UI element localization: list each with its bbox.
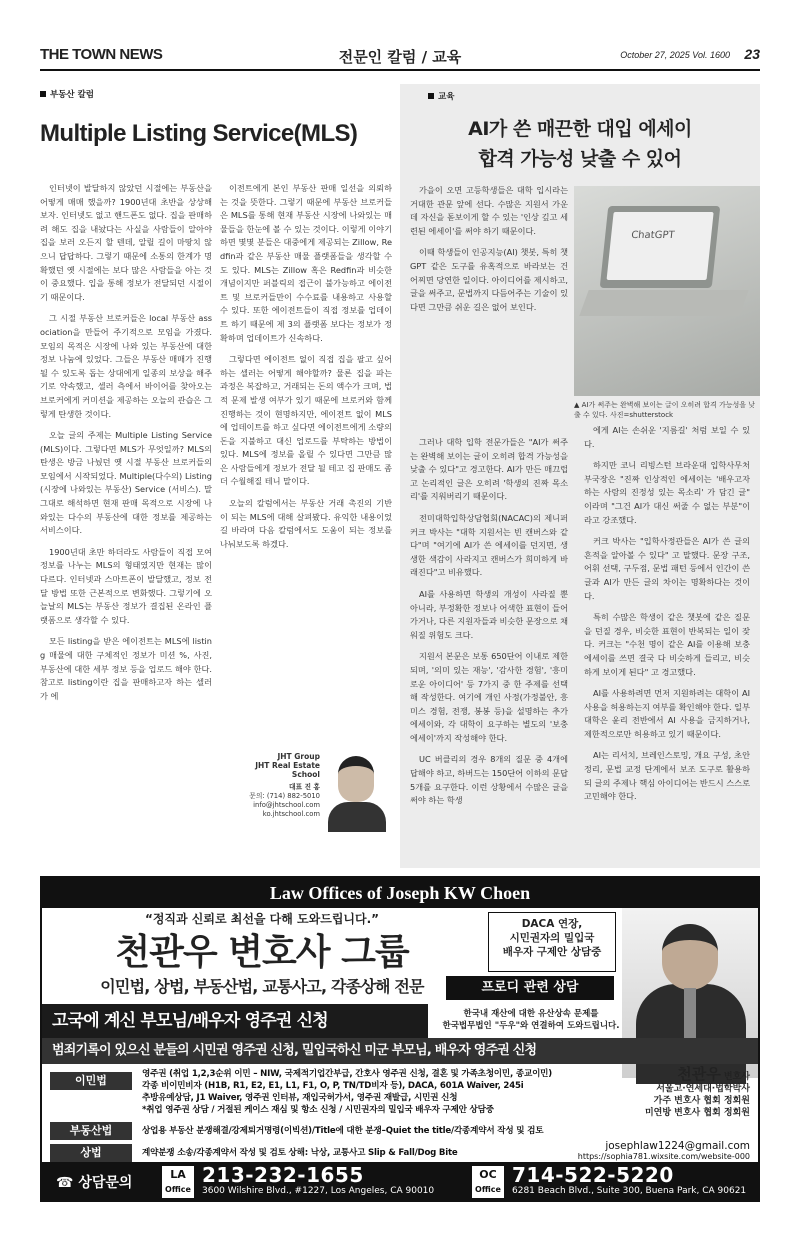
service-line: 각종 비이민비자 (H1B, R1, E2, E1, L1, F1, O, P, TN/TD비자 등), DACA, 601A Waiver, 245i [142, 1081, 524, 1091]
office-word: Office [165, 1185, 191, 1194]
ad-practice-areas: 이민법, 상법, 부동산법, 교통사고, 각종상해 전문 [100, 977, 424, 996]
author-web: ko.jhtschool.com [262, 810, 320, 818]
paragraph: 특히 수많은 학생이 같은 챗봇에 같은 질문을 던질 경우, 비슷한 표현이 반복되는 일이 잦다. 커크는 "수천 명이 같은 AI를 이용해 보충 에세이를 쓰면 결국 다 비슷하게 들리고, 비슷하게 보이게 된다" 고 경고했다. [584, 612, 750, 677]
page-number: 23 [744, 46, 760, 62]
ad-email[interactable]: josephlaw1224@gmail.com [605, 1140, 750, 1152]
ad-daca-box [488, 912, 616, 972]
lawyer-credential: 서울고·연세대·법학박사 [656, 1084, 750, 1094]
header-rule [40, 69, 760, 71]
ad-motto: “정직과 신뢰로 최선을 다해 도와드립니다.” [144, 912, 380, 926]
issue-date: October 27, 2025 Vol. 1600 [620, 50, 730, 60]
ad-website[interactable]: https://sophia781.wixsite.com/website-000 [577, 1152, 750, 1161]
left-article-title: Multiple Listing Service(MLS) [40, 120, 358, 147]
title-line-2: 합격 가능성 낮출 수 있어 [478, 148, 682, 170]
paragraph: 1900년대 초만 하더라도 사람들이 직접 모여 정보를 나누는 MLS의 형태였지만 현재는 많이 다르다. 인터넷과 스마트폰이 발달했고, 정보 전달 방법 또한 근본적으로 변화했다. 그렇기에 오늘날의 MLS는 부동산 정보가 결집된 온라인 플랫폼으로 생각할 수 있다. [40, 546, 212, 625]
newspaper-brand: THE TOWN NEWS [40, 46, 163, 63]
chatgpt-logo: ChatGPT [630, 230, 676, 241]
office-code: OC [479, 1168, 497, 1181]
oc-phone[interactable]: 714-522-5220 [512, 1163, 674, 1187]
author-info [228, 752, 320, 819]
ad-contact-bar [42, 1162, 758, 1202]
paragraph: AI를 사용하려면 먼저 지원하려는 대학이 AI 사용을 허용하는지 여부를 확인해야 한다. 일부 대학은 윤리 전반에서 AI 사용을 금지하거나, 제한적으로만 허용하고 있기 때문이다. [584, 688, 750, 739]
paragraph: AI는 리서치, 브레인스토밍, 개요 구성, 초안 정리, 문법 교정 단계에서 보조 도구로 활용하되 글의 주제나 핵심 아이디어는 반드시 스스로 고민해야 한다. [584, 750, 750, 802]
label-immigration: 이민법 [50, 1072, 132, 1090]
right-section-tag: 교육 [428, 90, 454, 102]
paragraph: 인터넷이 발달하지 않았던 시절에는 부동산을 어떻게 매매 했을까? 1900년대 초반을 상상해보자. 인터넷도 없고 핸드폰도 없다. 집을 판매하려 해도 집을 내놨다는 사실을 사람들이 알아야 집을 보러 오든지 할 텐데, 알릴 길이 마땅치 않으니 답답하다. 그렇기 때문에 소통의 한계가 명확했던 옛 시절에는 보다 많은 사람들을 아는 것이 중요했다. 입을 통해 정보가 전달되던 시절이기 때문이다. [40, 183, 212, 302]
lawyer-credentials [590, 1065, 750, 1119]
ad-criminal-record-banner: 범죄기록이 있으신 분들의 시민권 영주권 신청, 밀입국하신 미군 부모님, 배우자 영주권 신청 [42, 1038, 758, 1064]
paragraph: 전미대학입학상담협회(NACAC)의 제니퍼 커크 박사는 "대학 지원서는 빈 캔버스와 같다"며 "여기에 AI가 쓴 에세이를 던지면, 생생한 색감이 사라지고 캔버스가 희미하게 바래진다"고 비유했다. [410, 512, 568, 578]
ad-probate-badge: 프로디 관련 상담 [446, 976, 614, 1000]
immigration-services [142, 1068, 552, 1116]
paragraph: 모든 listing을 받은 에이전트는 MLS에 listing 매물에 대한 구체적인 정보가 미션 %, 사진, 부동산에 대한 세부 정보 등을 업로드 해야 한다. 참고로 listing이란 집을 판매하고자 하는 셀러가 에 [40, 636, 212, 701]
consult-label: ☎ 상담문의 [56, 1175, 133, 1191]
paragraph: 하지만 코니 리빙스턴 브라운대 입학사무처 부국장은 "진짜 인상적인 에세이는 '배우고자 하는 사람의 진정성 있는 목소리' 가 담긴 글" 이라며 "그건 AI가 대신 써줄 수 없는 부분"이라고 강조했다. [584, 460, 750, 525]
la-address: 3600 Wilshire Blvd., #1227, Los Angeles, CA 90010 [202, 1186, 435, 1196]
service-line: 추방유예상담, J1 Waiver, 영주권 인터뷰, 재입국허가서, 영주권 재발급, 시민권 신청 [142, 1093, 458, 1103]
commercial-services: 계약분쟁 소송/각종계약서 작성 및 검토 상해: 낙상, 교통사고 Slip & Fall/Dog Bite [142, 1148, 458, 1158]
oc-address: 6281 Beach Blvd., Suite 300, Buena Park, CA 90621 [512, 1186, 747, 1196]
office-word: Office [475, 1185, 501, 1194]
service-line: 영주권 (취업 1,2,3순위 이민 – NIW, 국제적기업간부급, 간호사 영주권 신청, 결혼 및 가족초청이민, 종교이민) [142, 1069, 553, 1079]
author-school: JHT Real Estate School [255, 761, 320, 779]
author-photo [328, 802, 386, 832]
paragraph: 지원서 본문은 보통 650단어 이내로 제한되며, '의미 있는 재능', '감사한 경험', '흥미로운 아이디어' 등 7가지 중 한 주제를 선택해 작성한다. 여기에 개인 사정(가정불안, 흥미스 경험, 전쟁, 봉봉 등)을 설명하는 추가 에세이와, 각 대학이 요구하는 별도의 '보충 에세이'까지 작성해야 한다. [410, 651, 568, 743]
lawyer-credential: 가주 변호사 협회 정회원 [653, 1096, 750, 1106]
right-article-col2 [584, 424, 750, 856]
label-commercial: 상법 [50, 1144, 132, 1162]
left-article-col1 [40, 182, 212, 872]
section-title: 전문인 칼럼 / 교육 [338, 48, 462, 66]
real-estate-services: 상업용 부동산 분쟁해결/강제퇴거명령(이빅션)/Title에 대한 분쟁–Quiet the title/각종계약서 작성 및 검토 [142, 1126, 544, 1136]
paragraph: 이전트에게 본인 부동산 판매 일선을 의뢰하는 것을 뜻한다. 그렇기 때문에 부동산 브로커들은 MLS를 통해 현재 부동산 시장에 나와있는 매물들을 한눈에 볼 수 있는 것이다. 이렇게 이야기 하면 몇몇 분들은 대중에게 제공되는 Zillow, Redfin과 같은 부동산 매물 플랫폼들을 생각할 수도 있다. MLS는 Zillow 혹은 Redfin과 비슷한 개념이지만 퍼블릭의 접근이 불가능하고 에이전트 및 브로커들만이 수수료를 내용하고 사용할 수 있다. 또한 에이전트들이 직접 정보를 업데이트 하기 때문에 제 3의 플랫폼 보다는 정보가 정확하며 업데이트가 신속하다. [220, 183, 392, 343]
ad-firm-english: Law Offices of Joseph KW Choen [42, 878, 758, 908]
lawyer-title: 변호사 [723, 1072, 750, 1082]
law-office-ad [40, 876, 760, 1202]
left-article-col2 [220, 182, 392, 742]
ad-firm-korean: 천관우 변호사 그룹 [115, 931, 409, 973]
photo-caption: ▲ AI가 써주는 완벽해 보이는 글이 오히려 합격 가능성을 낮출 수 있다. 사진=shutterstock [574, 401, 756, 419]
paragraph: 오늘 글의 주제는 Multiple Listing Service(MLS)이다. 그렇다면 MLS가 무엇일까? MLS의 탄생은 방금 나눴던 옛 시절 부동산 브로커들의 모임에서 시작되었다. Multiple(다수의) Listing(시장에 나와있는 부동산) Service (서비스). 말 그대로 해석하면 현재 판매 목적으로 시장에 나와있는 다수의 부동산에 대한 정보를 제공하는 서비스이다. [40, 430, 212, 536]
lawyer-name: 천관우 [677, 1065, 721, 1083]
author-name: 대표 진 홍 [289, 783, 320, 791]
author-phone: 문의: (714) 882-5010 [249, 792, 320, 800]
oc-office-badge [472, 1166, 504, 1198]
right-article-title [400, 114, 760, 174]
paragraph: AI를 사용하면 학생의 개성이 사라질 뿐 아니라, 부정확한 정보나 어색한 표현이 들어가거나, 다른 지원자들과 비슷한 문장으로 채워질 위험도 크다. [410, 588, 568, 640]
author-group: JHT Group [277, 752, 320, 761]
daca-line: 시민권자의 밀입국 [509, 932, 595, 944]
daca-line: DACA 연장, [521, 918, 583, 930]
notice-line: 한국내 재산에 대한 유산상속 문제를 [463, 1009, 599, 1019]
author-box [228, 750, 388, 850]
paragraph: 그러나 대학 입학 전문가들은 "AI가 써주는 완벽해 보이는 글이 오히려 합격 가능성을 낮출 수 있다"고 경고한다. AI가 만든 매끄럽고 논리적인 글은 오히려 '학생의 진짜 목소리'를 지워버리기 때문이다. [410, 437, 568, 502]
paragraph: 커크 박사는 "입학사정관들은 AI가 쓴 글의 흔적을 알아볼 수 있다" 고 말했다. 문장 구조, 어휘 선택, 구두점, 문법 패턴 등에서 인간이 쓴 글과 AI가 만든 글의 차이는 명확하다는 것이다. [584, 536, 750, 601]
paragraph: 이때 학생들이 인공지능(AI) 챗봇, 특히 챗GPT 같은 도구를 유혹적으로 바라보는 건 어찌면 당연한 일이다. 아이디어를 제시하고, 글을 써주고, 문법까지 다듬어주는 기술이 있다면 그만큼 쉬운 길은 없어 보인다. [410, 247, 568, 312]
service-line: *취업 영주권 상담 / 거절된 케이스 재심 및 항소 신청 / 시민권자의 밀입국 배우자 구제안 상담중 [142, 1105, 494, 1115]
author-photo-head [338, 756, 374, 802]
title-line-1: AI가 쓴 매끈한 대입 에세이 [468, 118, 692, 140]
la-office-badge [162, 1166, 194, 1198]
paragraph: 그렇다면 에이전트 없이 직접 집을 팔고 싶어하는 셀러는 어떻게 해야할까? 물론 집을 파는 과정은 복잡하고, 거래되는 돈의 액수가 크며, 법적 문제 발생 여부가 있기 때문에 브로커와 함께 진행하는 것이 현명하지만, 에이전트 없이 MLS에 업데이트를 하고 싶다면 에이전트에게 소량의 돈을 지불하고 대신 업로드를 부탁하는 방법이 있다. MLS에 정보를 올릴 수 있다면 그만큼 많은 사람들에게 정보가 전달 될 테고 집 판매도 좀 더 수월해질 테니 말이다. [220, 354, 392, 487]
paragraph: 가을이 오면 고등학생들은 대학 입시라는 거대한 관문 앞에 선다. 수많은 지원서 가운데 자신을 돋보이게 할 수 있는 '인상 깊고 세련된 에세이'를 써야 하기 때문이다. [410, 185, 568, 236]
ad-inheritance-notice [428, 1008, 634, 1032]
la-phone[interactable]: 213-232-1655 [202, 1163, 364, 1187]
laptop-photo [574, 186, 760, 396]
lawyer-credential: 미연방 변호사 협회 정회원 [644, 1108, 750, 1118]
laptop-icon [600, 206, 721, 288]
ad-parent-spouse-banner: 고국에 계신 부모님/배우자 영주권 신청 [42, 1004, 428, 1038]
left-section-tag: 부동산 칼럼 [40, 88, 94, 100]
paragraph: 에게 AI는 손쉬운 '지름길' 처럼 보일 수 있다. [584, 425, 750, 449]
notice-line: 한국법무법인 "두우"와 연결하여 도와드립니다. [442, 1021, 620, 1031]
author-email: info@jhtschool.com [253, 801, 320, 809]
paragraph: UC 버클리의 경우 8개의 질문 중 4개에 답해야 하고, 하버드는 150단어 이하의 문답 5개를 요구한다. 이런 상황에서 수많은 글을 써야 하는 학생 [410, 754, 568, 806]
right-article-col1a [410, 184, 568, 428]
paragraph: 그 시절 부동산 브로커들은 local 부동산 association을 만들어 주기적으로 모임을 가졌다. 모임의 목적은 시장에 나와 있는 부동산에 대한 정보 나눔에 있었다. 그들은 부동산 매매가 진행될 수 있도록 돕는 상대에게 일종의 보상을 해주기로 약속했고, 셀러 측에서 바이어를 찾아오는 브로커에게 커미션을 제공하는 오늘의 관습은 그렇게 탄생한 것이다. [40, 313, 212, 419]
office-code: LA [170, 1168, 186, 1181]
right-article-col1b [410, 436, 568, 856]
page-header [40, 46, 760, 68]
keyboard-icon [579, 290, 748, 316]
paragraph: 오늘의 칼럼에서는 부동산 거래 촉진의 기반이 되는 MLS에 대해 살펴봤다. 유익한 내용이었길 바라며 다음 칼럼에서도 도움이 되는 정보를 나눠보도록 하겠다. [220, 498, 392, 549]
daca-line: 배우자 구제안 상담중 [502, 946, 602, 958]
label-real-estate: 부동산법 [50, 1122, 132, 1140]
